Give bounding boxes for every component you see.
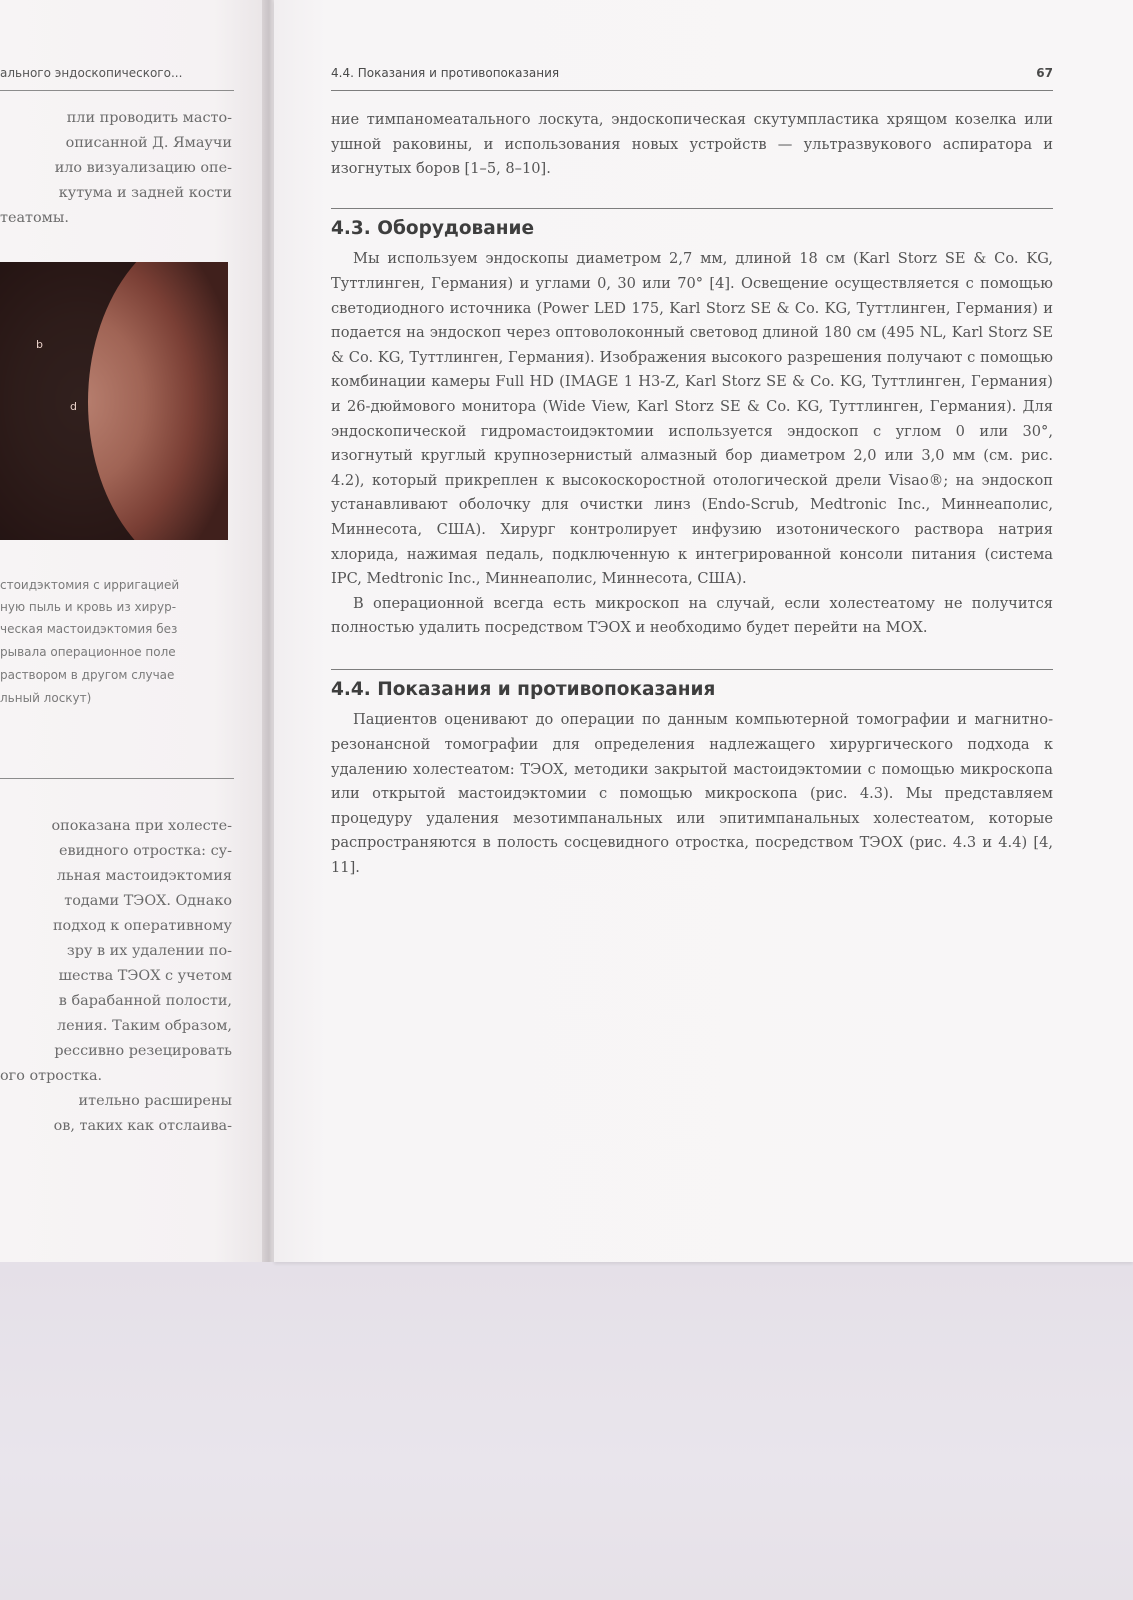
header-rule — [331, 90, 1053, 91]
left-caption-line: льный лоскут) — [0, 691, 92, 705]
left-text-line: евидного отростка: су- — [58, 843, 232, 859]
right-page — [274, 0, 1133, 1262]
left-text-line: шества ТЭОХ с учетом — [58, 968, 232, 984]
left-text-line: пли проводить масто- — [66, 110, 232, 126]
photo-label-d: d — [70, 400, 77, 413]
left-caption-line: рывала операционное поле — [0, 645, 176, 659]
left-caption-line: раствором в другом случае — [0, 668, 175, 682]
left-text-line: театомы. — [0, 210, 69, 226]
left-text-line: в барабанной полости, — [58, 993, 232, 1009]
left-text-line: зру в их удалении по- — [66, 943, 232, 959]
left-running-head: ального эндоскопического... — [0, 66, 183, 80]
running-header — [331, 66, 1053, 80]
page-number: 67 — [1036, 66, 1053, 80]
photo-vignette — [88, 262, 228, 540]
left-text-line: подход к оперативному — [52, 918, 232, 934]
left-text-line: ого отростка. — [0, 1068, 103, 1084]
paragraph: Пациентов оценивают до операции по данным компьютерной томографии и магнитно-резонансной томографии для определения надлежащего хирургического подхода к удалению холестеатом: ТЭОХ, методики закрытой мастоидэктомии с помощью микроскопа или открытой мастоидэктомии с помощью микроскопа (рис. 4.3). Мы представляем процедуру удаления мезотимпанальных или эпитимпанальных холестеатом, которые распространяются в полость сосцевидного отростка, посредством ТЭОХ (рис. 4.3 и 4.4) [4, 11]. — [331, 711, 1053, 877]
left-text-line: рессивно резецировать — [54, 1043, 232, 1059]
scanner-background — [0, 1262, 1133, 1600]
left-text-line: ления. Таким образом, — [57, 1018, 232, 1034]
paragraph: В операционной всегда есть микроскоп на случай, если холестеатому не получится полностью удалить посредством ТЭОХ и необходимо будет перейти на МОХ. — [331, 594, 1053, 637]
left-caption-line: ческая мастоидэктомия без — [0, 622, 178, 636]
left-text-line: описанной Д. Ямаучи — [65, 135, 232, 151]
intro-paragraph: ние тимпаномеатального лоскута, эндоскопическая скутумпластика хрящом козелка или ушной раковины, и использования новых устройств — ультразвукового аспиратора и изогнутых боров [1–5, 8–10]. — [331, 111, 1053, 178]
left-section-rule — [0, 778, 234, 779]
left-caption-line: стоидэктомия с ирригацией — [0, 578, 180, 592]
left-page — [0, 0, 268, 1262]
left-text-line: ов, таких как отслаива- — [53, 1118, 232, 1134]
left-text-line: тодами ТЭОХ. Однако — [64, 893, 232, 909]
section-heading-4-3: 4.3. Оборудование — [331, 217, 535, 239]
left-text-line: кутума и задней кости — [58, 185, 232, 201]
photo-label-b: b — [36, 338, 43, 351]
left-header-rule — [0, 90, 234, 91]
left-caption-line: ную пыль и кровь из хирур- — [0, 600, 177, 614]
page-content — [331, 108, 1053, 881]
section-heading-4-4: 4.4. Показания и противопоказания — [331, 678, 716, 700]
endoscopic-photo — [0, 262, 228, 540]
left-text-line: льная мастоидэктомия — [56, 868, 232, 884]
left-text-line: опоказана при холесте- — [51, 818, 232, 834]
running-header-title: 4.4. Показания и противопоказания — [331, 66, 560, 80]
left-text-line: ительно расширены — [78, 1093, 232, 1109]
left-text-line: ило визуализацию опе- — [54, 160, 232, 176]
paragraph: Мы используем эндоскопы диаметром 2,7 мм, длиной 18 см (Karl Storz SE & Co. KG, Туттлинген, Германия) и углами 0, 30 или 70° [4]. Освещение осуществляется с помощью светодиодного источника (Power LED 175, Karl Storz SE & Co. KG, Туттлинген, Германия) и подается на эндоскоп через оптоволоконный световод длиной 180 см (495 NL, Karl Storz SE & Co. KG, Туттлинген, Германия). Изображения высокого разрешения получают с помощью комбинации камеры Full HD (IMAGE 1 H3-Z, Karl Storz SE & Co. KG, Туттлинген, Германия) и 26-дюймового монитора (Wide View, Karl Storz SE & Co. KG, Туттлинген, Германия). Для эндоскопической гидромастоидэктомии используется эндоскоп с углом 0 или 30°, изогнутый круглый крупнозернистый алмазный бор диаметром 2,0 или 3,0 мм (см. рис. 4.2), который прикреплен к высокоскоростной отологической дрели Visao®; на эндоскоп устанавливают оболочку для очистки линз (Endo-Scrub, Medtronic Inc., Миннеаполис, Миннесота, США). Хирург контролирует инфузию изотонического раствора натрия хлорида, нажимая педаль, подключенную к интегрированной консоли питания (система IPC, Medtronic Inc., Миннеаполис, Миннесота, США). — [331, 250, 1053, 588]
